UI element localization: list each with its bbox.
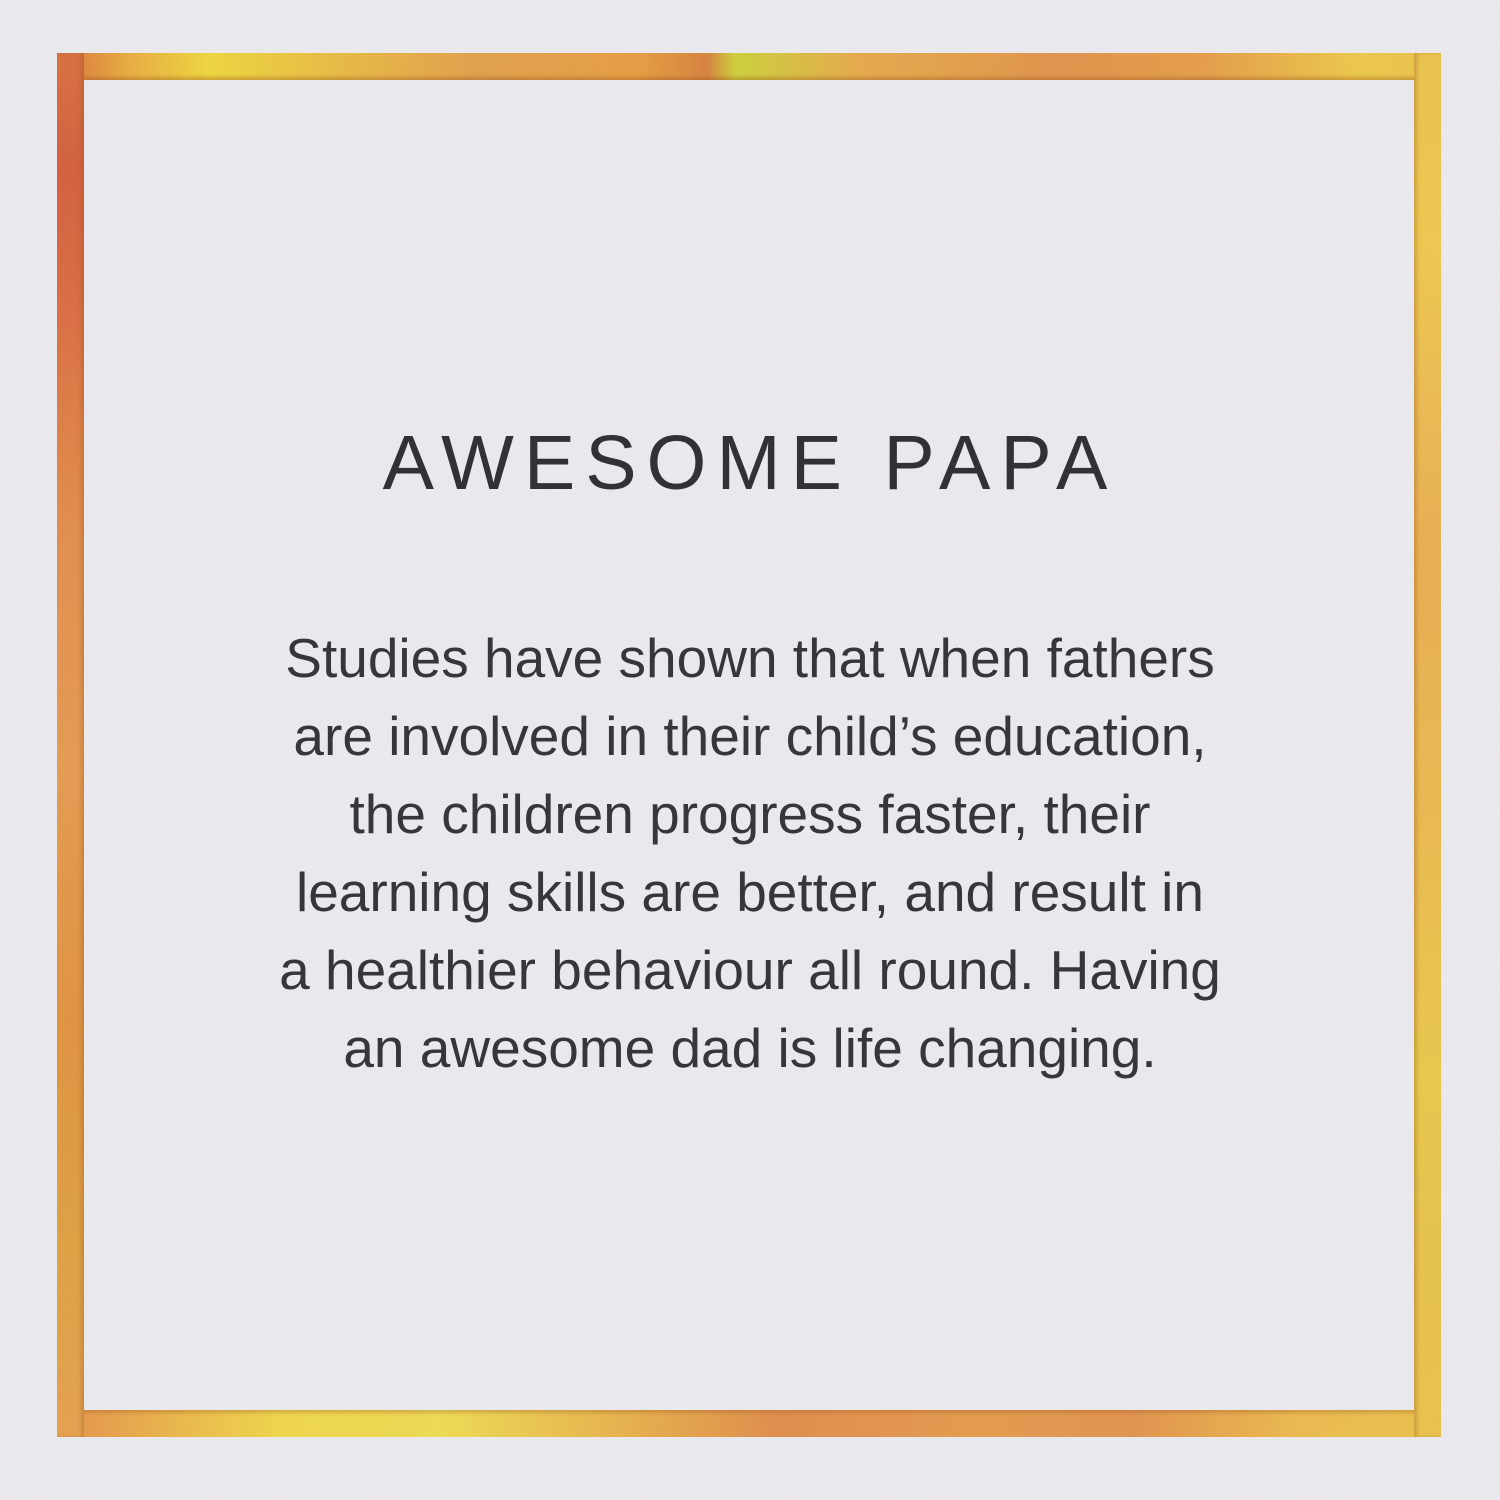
body-line: Studies have shown that when fathers <box>285 627 1215 689</box>
body-line: are involved in their child’s education, <box>293 705 1207 767</box>
card-title: AWESOME PAPA <box>382 420 1118 506</box>
card-body <box>160 619 1340 1087</box>
body-line: the children progress faster, their <box>349 783 1151 845</box>
body-line: an awesome dad is life changing. <box>343 1017 1157 1079</box>
body-line: a healthier behaviour all round. Having <box>279 939 1221 1001</box>
body-line: learning skills are better, and result in <box>296 861 1204 923</box>
